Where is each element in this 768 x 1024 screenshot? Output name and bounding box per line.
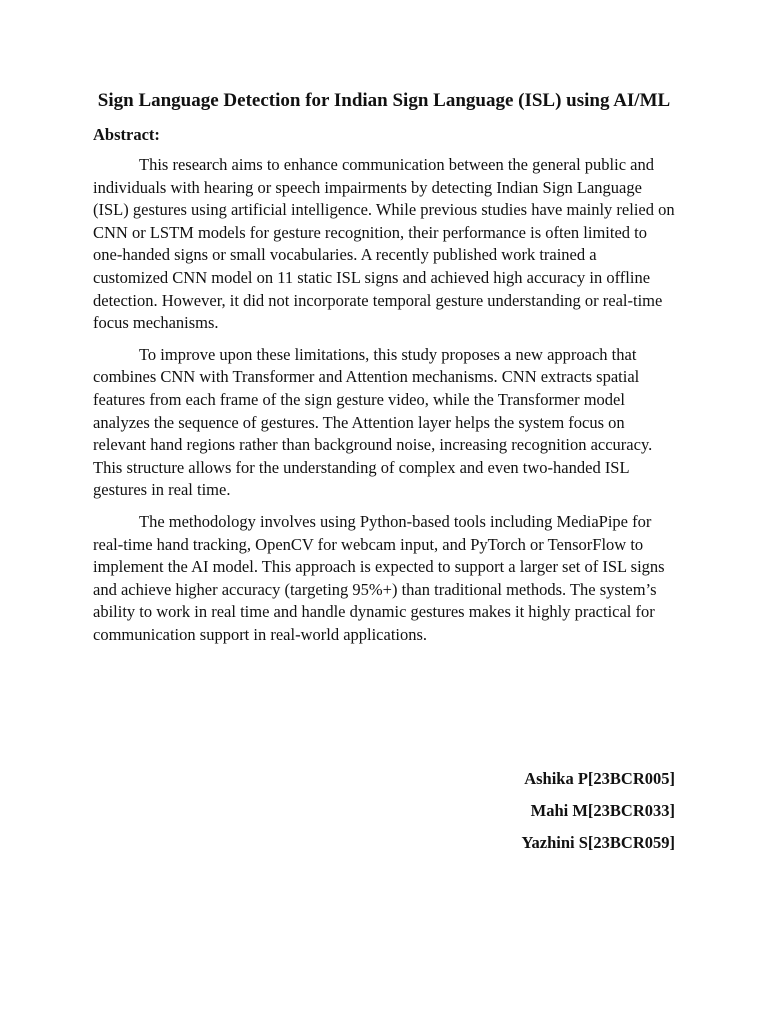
author-list	[521, 768, 675, 864]
abstract-heading: Abstract:	[93, 125, 160, 144]
abstract-paragraph-2: To improve upon these limitations, this study proposes a new approach that combines CNN with Transformer and Attention mechanisms. CNN extracts spatial features from each frame of the sign gesture video, while the Transformer model analyzes the sequence of gestures. The Attention layer helps the system focus on relevant hand regions rather than background noise, increasing recognition accuracy. This structure allows for the understanding of complex and even two-handed ISL gestures in real time.	[93, 344, 653, 500]
author-3: Yazhini S[23BCR059]	[521, 833, 675, 852]
document-body	[93, 88, 675, 655]
author-2: Mahi M[23BCR033]	[530, 801, 675, 820]
author-1: Ashika P[23BCR005]	[524, 769, 675, 788]
document-title: Sign Language Detection for Indian Sign Language (ISL) using AI/ML	[97, 90, 671, 111]
abstract-paragraph-1: This research aims to enhance communication between the general public and individuals with hearing or speech impairments by detecting Indian Sign Language (ISL) gestures using artificial intelligence. While previous studies have mainly relied on CNN or LSTM models for gesture recognition, their performance is often limited to one-handed signs or small vocabularies. A recently published work trained a customized CNN model on 11 static ISL signs and achieved high accuracy in offline detection. However, it did not incorporate temporal gesture understanding or real-time focus mechanisms.	[93, 155, 675, 333]
abstract-paragraph-3: The methodology involves using Python-based tools including MediaPipe for real-time hand tracking, OpenCV for webcam input, and PyTorch or TensorFlow to implement the AI model. This approach is expected to support a larger set of ISL signs and achieve higher accuracy (targeting 95%+) than traditional methods. The system’s ability to work in real time and handle dynamic gestures makes it highly practical for communication support in real-world applications.	[93, 511, 665, 644]
